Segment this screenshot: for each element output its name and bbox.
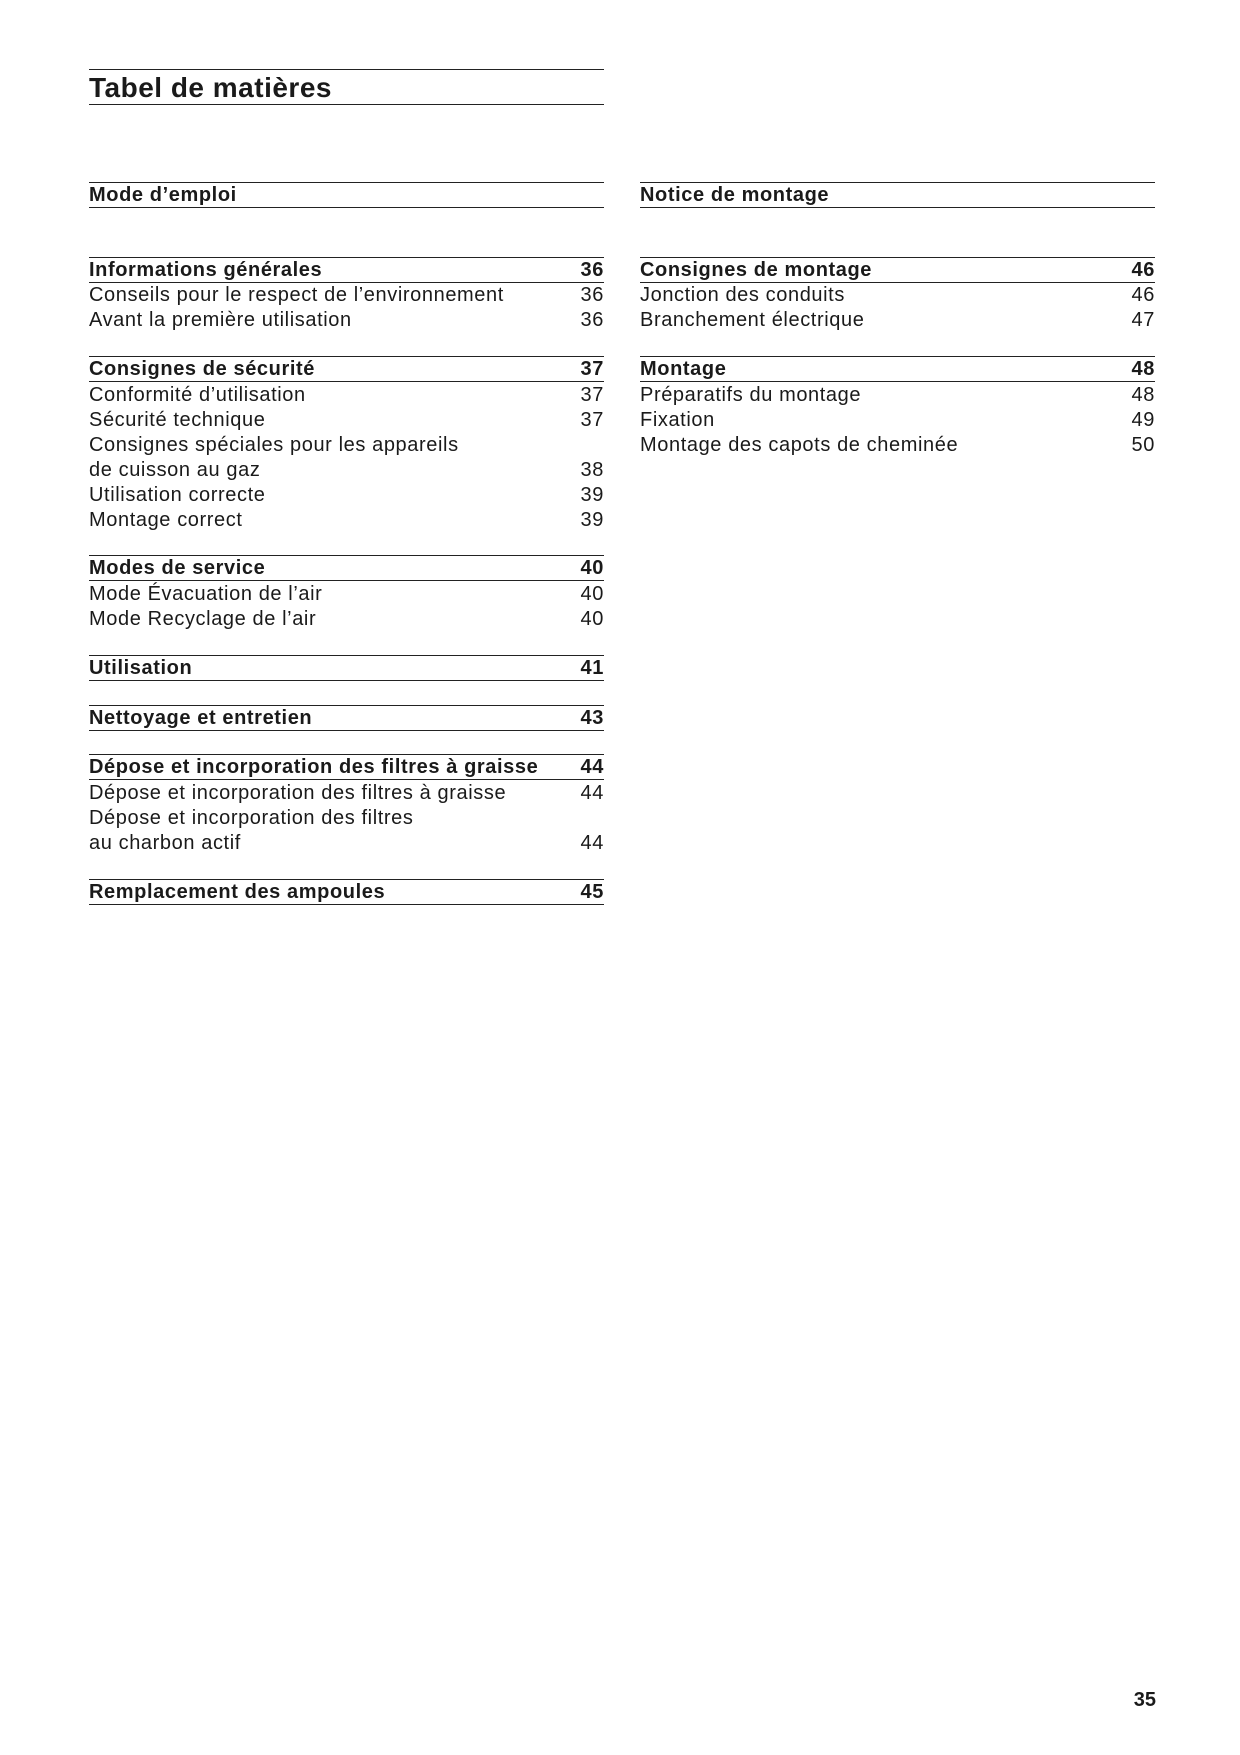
toc-entry-row[interactable] — [89, 433, 604, 458]
toc-section-row[interactable] — [640, 356, 1155, 382]
toc-entry-page: 40 — [580, 608, 604, 630]
toc-entry-title: Informations générales — [89, 259, 323, 281]
column-header-right — [640, 182, 1155, 208]
toc-entry-row[interactable] — [640, 408, 1155, 433]
page-title: Tabel de matières — [89, 72, 332, 103]
toc-entry-title: Montage correct — [89, 509, 243, 531]
toc-entry-page: 44 — [580, 756, 604, 778]
column-header-label: Notice de montage — [640, 184, 830, 206]
toc-entry-page: 36 — [580, 259, 604, 281]
toc-entry-title: Consignes de sécurité — [89, 358, 315, 380]
toc-entry-title: Conformité d’utilisation — [89, 384, 306, 406]
toc-entry-page: 48 — [1131, 384, 1155, 406]
toc-entry-page: 37 — [580, 358, 604, 380]
toc-entry-title: Jonction des conduits — [640, 284, 845, 306]
column-header-left — [89, 182, 604, 208]
toc-entry-page: 45 — [580, 881, 604, 903]
toc-entry-title: de cuisson au gaz — [89, 459, 261, 481]
toc-entry-page: 49 — [1131, 409, 1155, 431]
toc-section-row[interactable] — [89, 879, 604, 905]
toc-entry-title: Consignes de montage — [640, 259, 873, 281]
toc-entry-row[interactable] — [640, 433, 1155, 458]
toc-entry-row[interactable] — [89, 283, 604, 308]
toc-section-row[interactable] — [89, 705, 604, 731]
toc-entry-page: 46 — [1131, 284, 1155, 306]
page-number: 35 — [1133, 1689, 1156, 1711]
column-header-label: Mode d’emploi — [89, 184, 237, 206]
toc-entry-row[interactable] — [89, 383, 604, 408]
toc-entry-page: 41 — [580, 657, 604, 679]
toc-entry-title: Montage — [640, 358, 727, 380]
toc-entry-title: Modes de service — [89, 557, 266, 579]
toc-entry-title: Dépose et incorporation des filtres à graisse — [89, 782, 507, 804]
toc-entry-title: Montage des capots de cheminée — [640, 434, 959, 456]
toc-entry-title: Dépose et incorporation des filtres — [89, 807, 414, 829]
toc-entry-row[interactable] — [89, 483, 604, 508]
toc-section-row[interactable] — [89, 754, 604, 780]
toc-entry-title: Dépose et incorporation des filtres à graisse — [89, 756, 539, 778]
toc-entry-title: au charbon actif — [89, 832, 241, 854]
toc-entry-page: 46 — [1131, 259, 1155, 281]
toc-entry-title: Préparatifs du montage — [640, 384, 862, 406]
toc-entry-page: 43 — [580, 707, 604, 729]
toc-entry-page: 47 — [1131, 309, 1155, 331]
toc-entry-page: 36 — [580, 284, 604, 306]
toc-section-row[interactable] — [640, 257, 1155, 283]
toc-entry-page: 44 — [580, 832, 604, 854]
toc-section-row[interactable] — [89, 555, 604, 581]
toc-entry-title: Mode Évacuation de l’air — [89, 583, 323, 605]
toc-entry-title: Remplacement des ampoules — [89, 881, 386, 903]
toc-entry-page: 48 — [1131, 358, 1155, 380]
toc-entry-title: Utilisation — [89, 657, 193, 679]
toc-entry-row[interactable] — [89, 458, 604, 483]
toc-entry-page: 37 — [580, 384, 604, 406]
toc-entry-title: Conseils pour le respect de l’environnement — [89, 284, 504, 306]
toc-entry-page: 40 — [580, 583, 604, 605]
toc-entry-title: Consignes spéciales pour les appareils — [89, 434, 459, 456]
toc-entry-title: Sécurité technique — [89, 409, 266, 431]
toc-entry-row[interactable] — [89, 607, 604, 632]
toc-entry-page: 37 — [580, 409, 604, 431]
toc-entry-page: 38 — [580, 459, 604, 481]
page-title-block — [89, 69, 604, 105]
toc-entry-title: Avant la première utilisation — [89, 309, 352, 331]
toc-section-row[interactable] — [89, 257, 604, 283]
toc-entry-title: Branchement électrique — [640, 309, 865, 331]
toc-section-row[interactable] — [89, 655, 604, 681]
toc-entry-row[interactable] — [89, 308, 604, 333]
toc-entry-page: 40 — [580, 557, 604, 579]
toc-entry-page: 36 — [580, 309, 604, 331]
toc-entry-row[interactable] — [89, 831, 604, 856]
toc-section-row[interactable] — [89, 356, 604, 382]
toc-entry-row[interactable] — [89, 806, 604, 831]
toc-entry-page: 44 — [580, 782, 604, 804]
toc-entry-title: Mode Recyclage de l’air — [89, 608, 317, 630]
toc-entry-title: Fixation — [640, 409, 715, 431]
toc-entry-row[interactable] — [640, 383, 1155, 408]
toc-entry-page: 50 — [1131, 434, 1155, 456]
toc-entry-row[interactable] — [89, 781, 604, 806]
toc-entry-title: Nettoyage et entretien — [89, 707, 313, 729]
toc-entry-row[interactable] — [89, 582, 604, 607]
toc-entry-row[interactable] — [640, 308, 1155, 333]
toc-entry-row[interactable] — [640, 283, 1155, 308]
toc-entry-row[interactable] — [89, 508, 604, 533]
toc-entry-row[interactable] — [89, 408, 604, 433]
toc-entry-page: 39 — [580, 509, 604, 531]
toc-entry-title: Utilisation correcte — [89, 484, 266, 506]
toc-entry-page: 39 — [580, 484, 604, 506]
